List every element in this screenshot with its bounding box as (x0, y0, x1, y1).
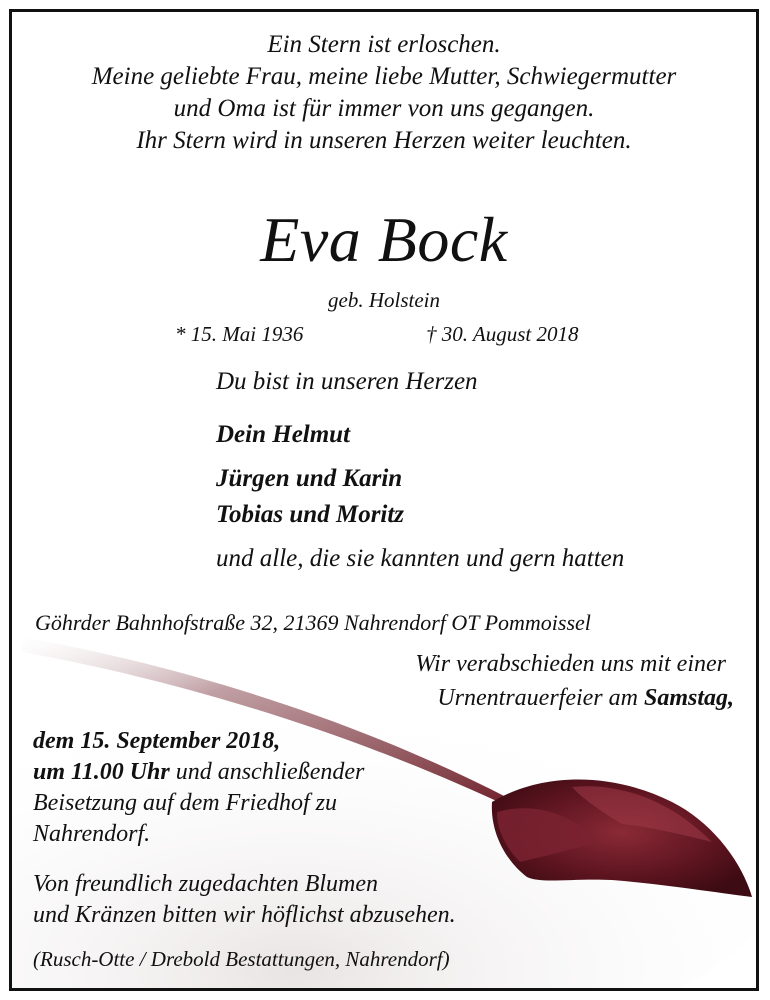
mourners-line: und alle, die sie kannten und gern hatten (216, 545, 625, 572)
family-member: Jürgen und Karin (216, 465, 403, 492)
funeral-time: um 11.00 Uhr (33, 759, 170, 785)
intro-verse (12, 29, 756, 157)
obituary-notice (9, 9, 759, 991)
intro-line: und Oma ist für immer von uns gegangen. (173, 95, 595, 122)
flowers-line: und Kränzen bitten wir höflichst abzusehen. (33, 902, 456, 928)
funeral-date: dem 15. September 2018, (33, 728, 281, 754)
funeral-line (437, 685, 734, 712)
family-member: Dein Helmut (216, 421, 351, 448)
intro-line: Ihr Stern wird in unseren Herzen weiter leuchten. (136, 127, 632, 154)
funeral-day: Samstag, (643, 685, 734, 711)
death-date: † 30. August 2018 (426, 322, 579, 346)
undertaker: (Rusch-Otte / Drebold Bestattungen, Nahrendorf) (33, 947, 450, 971)
funeral-text: Beisetzung auf dem Friedhof zu (33, 790, 337, 816)
funeral-details (33, 726, 453, 850)
funeral-text: und anschließender (169, 759, 365, 785)
deceased-name: Eva Bock (260, 204, 508, 275)
funeral-place: Nahrendorf. (33, 821, 151, 847)
address: Göhrder Bahnhofstraße 32, 21369 Nahrendorf OT Pommoissel (35, 610, 591, 635)
birth-date: * 15. Mai 1936 (175, 322, 304, 346)
intro-line: Meine geliebte Frau, meine liebe Mutter, Schwiegermutter (91, 63, 677, 90)
funeral-text: Urnentrauerfeier am (437, 685, 644, 711)
maiden-name: geb. Holstein (328, 288, 440, 312)
family-member: Tobias und Moritz (216, 501, 405, 528)
funeral-line: Wir verabschieden uns mit einer (415, 651, 726, 677)
flowers-request (33, 869, 456, 931)
motto: Du bist in unseren Herzen (216, 368, 478, 395)
intro-line: Ein Stern ist erloschen. (267, 31, 501, 58)
flowers-line: Von freundlich zugedachten Blumen (33, 871, 379, 897)
